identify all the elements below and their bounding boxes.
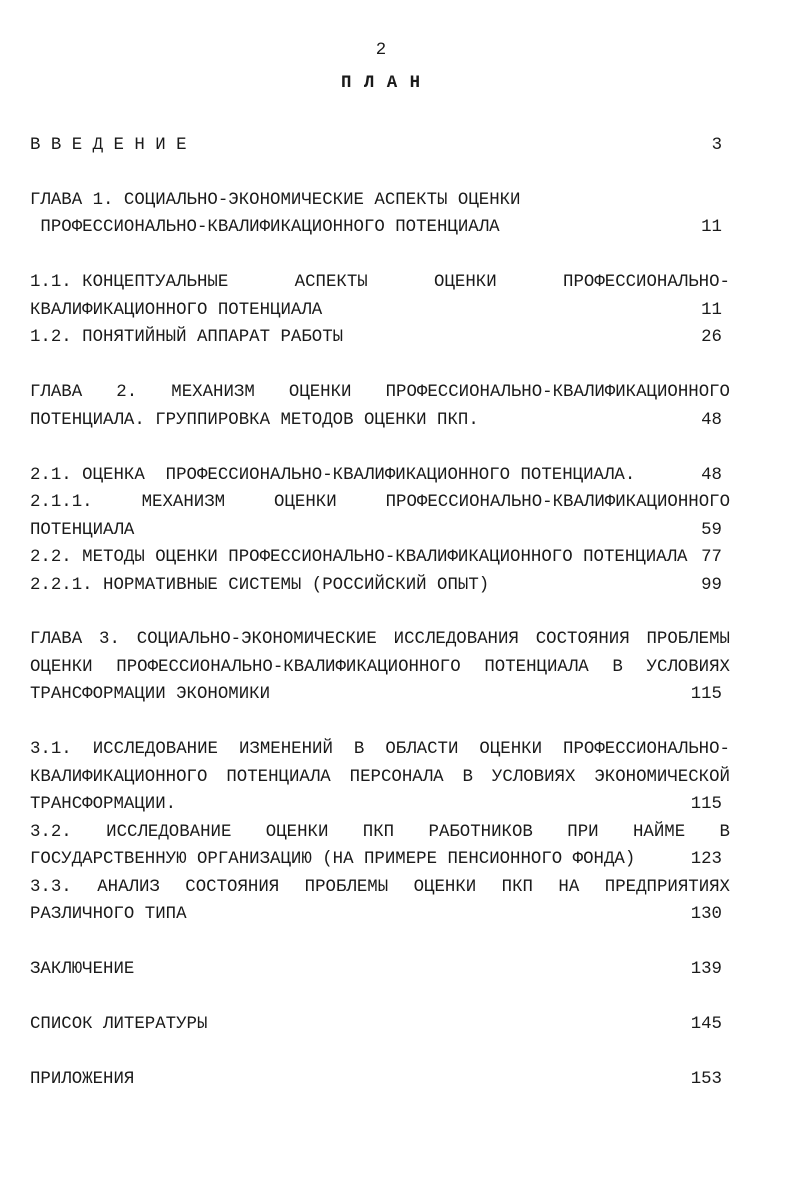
toc-page-ref: 77 xyxy=(701,548,722,568)
toc-entry-text: В В Е Д Е Н И Е xyxy=(30,136,187,155)
toc-entry-section-1-2 xyxy=(30,324,730,351)
toc-group xyxy=(30,379,730,434)
toc-page-ref: 123 xyxy=(690,850,722,870)
toc-page-ref: 3 xyxy=(711,136,722,155)
toc-entry-section-2-2 xyxy=(30,544,730,571)
toc-entry-text: ПРИЛОЖЕНИЯ xyxy=(30,1069,135,1089)
toc-page-ref: 11 xyxy=(701,300,722,320)
toc-entry-line xyxy=(30,462,730,489)
toc-page-ref: 48 xyxy=(701,410,722,430)
toc-entry-text: 1.1. КОНЦЕПТУАЛЬНЫЕ АСПЕКТЫ ОЦЕНКИ ПРОФЕССИОНАЛЬНО- xyxy=(30,273,730,292)
toc-entry-line xyxy=(30,1011,730,1038)
toc-entry-line xyxy=(30,819,730,846)
toc-entry-text: 3.2. ИССЛЕДОВАНИЕ ОЦЕНКИ ПКП РАБОТНИКОВ ПРИ НАЙМЕ В xyxy=(30,822,730,842)
toc-entry-text: КВАЛИФИКАЦИОННОГО ПОТЕНЦИАЛА xyxy=(30,300,323,320)
toc-entry-text: ГОСУДАРСТВЕННУЮ ОРГАНИЗАЦИЮ (НА ПРИМЕРЕ ПЕНСИОННОГО ФОНДА) xyxy=(30,850,636,870)
toc-entry-text: 1.2. ПОНЯТИЙНЫЙ АППАРАТ РАБОТЫ xyxy=(30,328,344,348)
toc-entry-section-1-1 xyxy=(30,269,730,324)
toc-entry-text: СПИСОК ЛИТЕРАТУРЫ xyxy=(30,1015,208,1034)
toc-entry-section-2-2-1 xyxy=(30,572,730,599)
toc-entry-text: ЗАКЛЮЧЕНИЕ xyxy=(30,960,135,980)
toc-entry-line xyxy=(30,846,730,873)
toc-group xyxy=(30,626,730,708)
toc-entry-chapter-1 xyxy=(30,187,730,242)
toc-entry-line xyxy=(30,407,730,434)
toc-line-lead: 1.1. КОНЦЕПТУАЛЬНЫЕ xyxy=(30,273,229,293)
toc-entry-text: ПРОФЕССИОНАЛЬНО-КВАЛИФИКАЦИОННОГО ПОТЕНЦИАЛА xyxy=(40,218,500,238)
toc-group xyxy=(30,187,730,242)
toc-entry-line xyxy=(30,874,730,901)
toc-entry-text: КВАЛИФИКАЦИОННОГО ПОТЕНЦИАЛА ПЕРСОНАЛА В УСЛОВИЯХ ЭКОНОМИЧЕСКОЙ xyxy=(30,767,730,787)
toc-entry-text: ПОТЕНЦИАЛА xyxy=(30,520,135,540)
page-number: 2 xyxy=(375,41,387,60)
toc-entry-introduction xyxy=(30,132,730,159)
toc-entry-line xyxy=(30,572,730,599)
toc-entry-text: РАЗЛИЧНОГО ТИПА xyxy=(30,905,187,925)
toc-entry-line xyxy=(30,214,730,241)
toc-entry-line xyxy=(30,626,730,653)
toc-entry-section-3-2 xyxy=(30,819,730,874)
toc-page-ref: 59 xyxy=(701,520,722,540)
toc-entry-bibliography xyxy=(30,1011,730,1038)
toc-entry-line xyxy=(30,324,730,351)
toc-entry-line xyxy=(30,379,730,406)
toc-entry-section-3-1 xyxy=(30,736,730,818)
toc-page-ref: 145 xyxy=(690,1015,722,1034)
toc-group xyxy=(30,132,730,159)
toc-entry-chapter-3 xyxy=(30,626,730,708)
toc-group xyxy=(30,956,730,983)
toc-entry-line xyxy=(30,654,730,681)
toc-page-ref: 115 xyxy=(690,795,722,815)
toc-entry-text: ТРАНСФОРМАЦИИ. xyxy=(30,795,177,815)
toc-entry-text: 2.2.1. НОРМАТИВНЫЕ СИСТЕМЫ (РОССИЙСКИЙ ОПЫТ) xyxy=(30,575,490,595)
toc-group xyxy=(30,1066,730,1093)
toc-page-ref: 153 xyxy=(690,1069,722,1089)
toc-entry-section-3-3 xyxy=(30,874,730,929)
toc-entry-text: ГЛАВА 2. МЕХАНИЗМ ОЦЕНКИ ПРОФЕССИОНАЛЬНО-КВАЛИФИКАЦИОННОГО xyxy=(30,383,730,403)
plan-title: П Л А Н xyxy=(340,74,422,93)
toc-entry-text: ГЛАВА 3. СОЦИАЛЬНО-ЭКОНОМИЧЕСКИЕ ИССЛЕДОВАНИЯ СОСТОЯНИЯ ПРОБЛЕМЫ xyxy=(30,630,730,650)
toc-entry-line xyxy=(30,132,730,159)
toc-entry-appendices xyxy=(30,1066,730,1093)
toc-entry-line xyxy=(30,517,730,544)
toc-group xyxy=(30,462,730,599)
toc-entry-line xyxy=(30,489,730,516)
toc-page-ref: 11 xyxy=(701,218,722,238)
toc-entry-text: ТРАНСФОРМАЦИИ ЭКОНОМИКИ xyxy=(30,685,271,705)
toc-entry-text: 3.1. ИССЛЕДОВАНИЕ ИЗМЕНЕНИЙ В ОБЛАСТИ ОЦЕНКИ ПРОФЕССИОНАЛЬНО- xyxy=(30,740,730,760)
toc-entry-line xyxy=(30,901,730,928)
toc-entry-text: ГЛАВА 1. СОЦИАЛЬНО-ЭКОНОМИЧЕСКИЕ АСПЕКТЫ ОЦЕНКИ xyxy=(30,190,521,210)
toc-entry-line xyxy=(30,269,730,296)
toc-page-ref: 26 xyxy=(701,328,722,348)
toc-entry-text: 2.1. ОЦЕНКА ПРОФЕССИОНАЛЬНО-КВАЛИФИКАЦИОННОГО ПОТЕНЦИАЛА. xyxy=(30,465,636,485)
toc-entry-chapter-2 xyxy=(30,379,730,434)
toc-entry-text: ОЦЕНКИ ПРОФЕССИОНАЛЬНО-КВАЛИФИКАЦИОННОГО ПОТЕНЦИАЛА В УСЛОВИЯХ xyxy=(30,657,730,677)
toc-entry-line xyxy=(30,764,730,791)
toc-group xyxy=(30,736,730,928)
toc-entry-line xyxy=(30,681,730,708)
toc-entry-line xyxy=(30,187,730,214)
toc-entry-line xyxy=(30,1066,730,1093)
toc-page-ref: 130 xyxy=(690,905,722,925)
toc-entry-section-2-1-1 xyxy=(30,489,730,544)
toc-entry-line xyxy=(30,736,730,763)
toc-group xyxy=(30,269,730,351)
toc-entry-line xyxy=(30,791,730,818)
toc-page-ref: 99 xyxy=(701,575,722,595)
toc-entry-conclusion xyxy=(30,956,730,983)
table-of-contents xyxy=(30,132,730,1093)
toc-group xyxy=(30,1011,730,1038)
toc-entry-text: 3.3. АНАЛИЗ СОСТОЯНИЯ ПРОБЛЕМЫ ОЦЕНКИ ПКП НА ПРЕДПРИЯТИЯХ xyxy=(30,877,730,897)
toc-entry-section-2-1 xyxy=(30,462,730,489)
toc-entry-line xyxy=(30,297,730,324)
toc-page-ref: 115 xyxy=(690,685,722,705)
toc-entry-text: 2.1.1. МЕХАНИЗМ ОЦЕНКИ ПРОФЕССИОНАЛЬНО-КВАЛИФИКАЦИОННОГО xyxy=(30,493,730,513)
toc-page-ref: 139 xyxy=(690,960,722,980)
toc-entry-text: 2.2. МЕТОДЫ ОЦЕНКИ ПРОФЕССИОНАЛЬНО-КВАЛИФИКАЦИОННОГО ПОТЕНЦИАЛА xyxy=(30,548,688,568)
toc-page-ref: 48 xyxy=(701,465,722,485)
toc-entry-text: ПОТЕНЦИАЛА. ГРУППИРОВКА МЕТОДОВ ОЦЕНКИ ПКП. xyxy=(30,410,479,430)
toc-entry-line xyxy=(30,544,730,571)
toc-entry-line xyxy=(30,956,730,983)
